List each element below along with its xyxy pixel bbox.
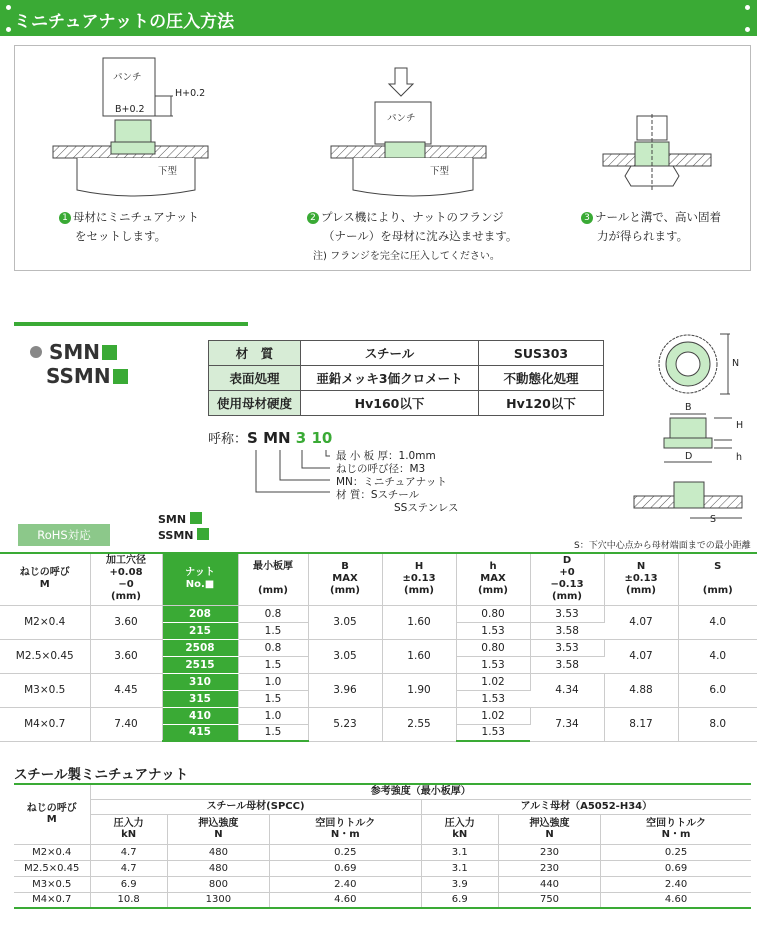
die-label: 下型: [158, 166, 178, 177]
bullet-icon: [30, 346, 42, 358]
designation-leader-lines: [250, 448, 340, 498]
section-title: ミニチュアナットの圧入方法: [14, 12, 235, 32]
table-row: 材 質 スチール SUS303: [209, 341, 604, 366]
table-row: 2515 1.5 1.53 3.58: [0, 656, 757, 673]
legend-side: SMN SSMN: [158, 512, 209, 544]
h-plus-label: H+0.2: [175, 88, 206, 99]
corner-dot: [745, 5, 750, 10]
table-header-row: 圧入力 kN 押込強度 N 空回りトルク N・m 圧入力 kN 押込強度 N 空回りトルク N・m: [14, 814, 751, 844]
green-square-icon: [113, 369, 128, 384]
step-number: 3: [581, 212, 593, 224]
dim-h-label: H: [736, 420, 744, 431]
green-square-icon: [102, 345, 117, 360]
corner-dot: [6, 27, 11, 32]
step-number: 2: [307, 212, 319, 224]
dim-d-label: D: [685, 451, 693, 462]
table-row: 表面処理 亜鉛メッキ3価クロメート 不動態化処理: [209, 366, 604, 391]
strength-table: [14, 783, 751, 909]
dim-n-label: N: [732, 358, 740, 369]
b-plus-label: B+0.2: [115, 104, 145, 115]
product-name-smn: SMN: [30, 340, 117, 364]
table-row: M2×0.4 4.7 480 0.25 3.1 230 0.25: [14, 844, 751, 860]
step-3-text: 3 ナールと溝で、高い固着 力が得られます。: [581, 208, 721, 246]
table-row: 415 1.5 1.53: [0, 724, 757, 741]
table-row: 使用母材硬度 Hv160以下 Hv120以下: [209, 391, 604, 416]
diagram-step-3: [603, 114, 711, 192]
table-row: M3×0.5 6.9 800 2.40 3.9 440 2.40: [14, 876, 751, 892]
s-note: S：下穴中心点から母材端面までの最小距離: [574, 541, 751, 551]
die-label: 下型: [430, 166, 450, 177]
punch-label: パンチ: [113, 72, 142, 83]
spec-table: [0, 552, 757, 742]
table-header-row: スチール母材(SPCC) アルミ母材（A5052-H34）: [14, 799, 751, 814]
corner-dot: [6, 5, 11, 10]
step-number: 1: [59, 212, 71, 224]
table-row: M2×0.4 3.60 208 0.8 3.05 1.60 0.80 3.53 4.07 4.0: [0, 605, 757, 622]
table-header-row: ねじの呼び M 加工穴径 +0.08 −0 (mm) ナット No.■ 最小板厚 (mm) B MAX (mm) H ±0.13 (mm) h MAX (mm) D +0 −0.13 (mm) N ±0.13 (mm) S (mm): [0, 553, 757, 605]
dim-hl-label: h: [736, 452, 743, 463]
corner-dot: [745, 27, 750, 32]
dim-s-label: S: [710, 514, 717, 525]
table-row: M4×0.7 7.40 410 1.0 5.23 2.55 1.02 7.34 8.17 8.0: [0, 707, 757, 724]
punch-label: パンチ: [387, 113, 416, 124]
step-2-text: 2 プレス機により、ナットのフランジ （ナール）を母材に沈み込ませます。: [307, 208, 517, 246]
designation-legend: 最 小 板 厚：1.0mm ねじの呼び径：M3 MN：ミニチュアナット 材 質：Sスチール SSステンレス: [336, 450, 459, 514]
table-row: M4×0.7 10.8 1300 4.60 6.9 750 4.60: [14, 892, 751, 908]
diagram-step-2: [331, 68, 486, 196]
dim-b-label: B: [685, 402, 692, 413]
press-fit-panel: [14, 45, 751, 271]
section-accent-line: [14, 322, 248, 326]
rohs-badge: RoHS対応: [18, 524, 110, 546]
designation-code: 呼称：S MN 3 10: [208, 429, 333, 447]
product-name-ssmn: SSMN: [46, 364, 128, 388]
table-row: 215 1.5 1.53 3.58: [0, 622, 757, 639]
table-header-row: ねじの呼び M 参考強度（最小板厚）: [14, 784, 751, 799]
step-1-text: 1 母材にミニチュアナット をセットします。: [59, 208, 199, 246]
press-fit-note: 注) フランジを完全に圧入してください。: [313, 251, 500, 262]
strength-title: スチール製ミニチュアナット: [14, 767, 189, 783]
table-row: 315 1.5 1.53: [0, 690, 757, 707]
table-row: M2.5×0.45 3.60 2508 0.8 3.05 1.60 0.80 3.53 4.07 4.0: [0, 639, 757, 656]
table-row: M2.5×0.45 4.7 480 0.69 3.1 230 0.69: [14, 860, 751, 876]
table-row: M3×0.5 4.45 310 1.0 3.96 1.90 1.02 4.34 4.88 6.0: [0, 673, 757, 690]
material-table: [208, 340, 604, 416]
